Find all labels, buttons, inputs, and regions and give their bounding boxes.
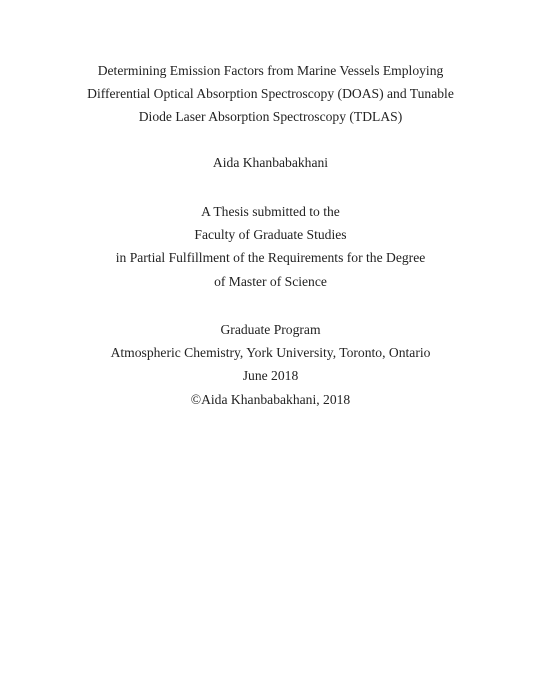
graduate-program-heading: Graduate Program	[220, 322, 321, 337]
thesis-title-line-2: Differential Optical Absorption Spectroscopy (DOAS) and Tunable	[87, 86, 454, 101]
author-name: Aida Khanbabakhani	[212, 155, 329, 170]
submission-statement-line-1: A Thesis submitted to the	[201, 204, 340, 219]
submission-statement-line-3: in Partial Fulfillment of the Requirements for the Degree	[115, 250, 426, 265]
copyright-notice: ©Aida Khanbabakhani, 2018	[190, 392, 351, 407]
thesis-title-line-1: Determining Emission Factors from Marine Vessels Employing	[97, 63, 444, 78]
program-affiliation: Atmospheric Chemistry, York University, Toronto, Ontario	[110, 345, 431, 360]
submission-statement-line-4: of Master of Science	[214, 274, 327, 289]
submission-statement-line-2: Faculty of Graduate Studies	[194, 227, 347, 242]
submission-date: June 2018	[242, 368, 299, 383]
thesis-title-line-3: Diode Laser Absorption Spectroscopy (TDLAS)	[138, 109, 403, 124]
